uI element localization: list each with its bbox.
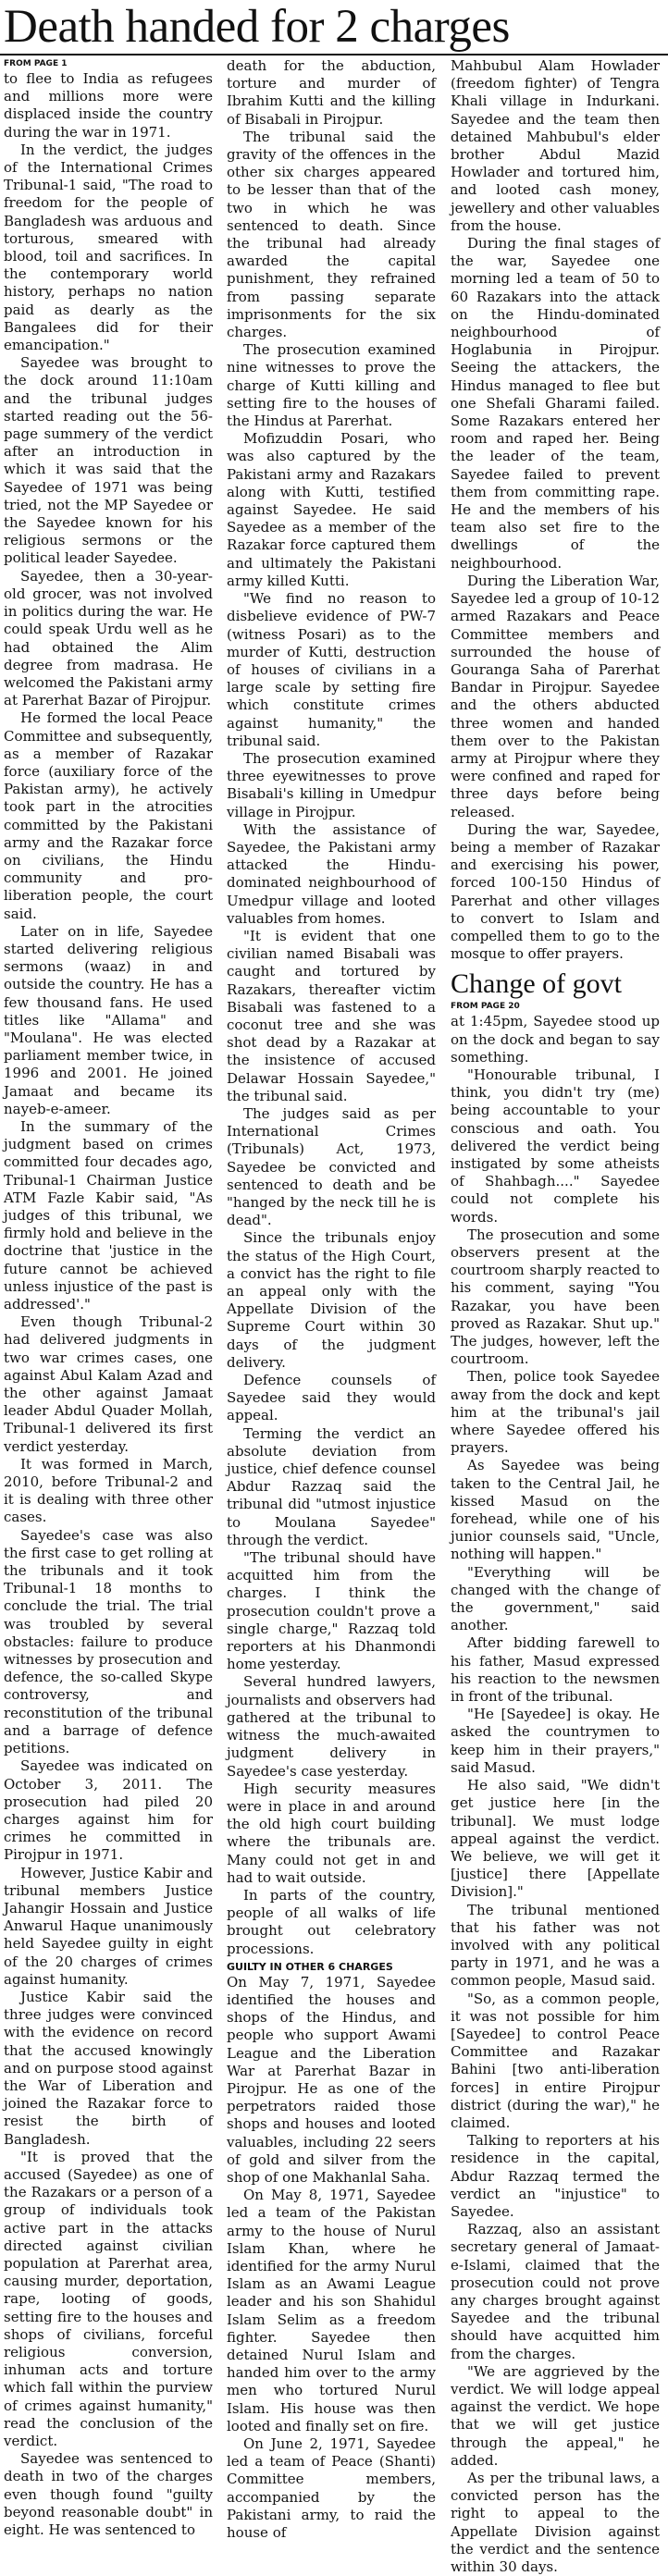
continuation-kicker-2: FROM PAGE 20 bbox=[451, 1002, 520, 1012]
paragraph: Sayedee was indicated on October 3, 2011. The prosecution had piled 20 charges against him for crimes he committed in Pirojpur in 1971. bbox=[4, 1757, 213, 1864]
paragraph: The tribunal said the gravity of the offences in the other six charges appeared to be lesser than that of the two in which he was sentenced to death. Since the tribunal had already awarded the capital punishment, they refrained from passing separate imprisonments for the six charges. bbox=[227, 128, 436, 341]
column-3-body-top bbox=[451, 57, 660, 963]
paragraph: In the verdict, the judges of the International Crimes Tribunal-1 said, "The road to freedom for the people of Bangladesh was arduous and torturous, smeared with blood, toil and sacrifices. In the contemporary world history, perhaps no nation paid as dearly as the Bangalees did for their emancipation." bbox=[4, 141, 213, 354]
paragraph: "We find no reason to disbelieve evidence of PW-7 (witness Posari) as to the murder of Kutti, destruction of houses of civilians in a large scale by setting fire which constitute crimes against humanity," the tribunal said. bbox=[227, 590, 436, 749]
paragraph: On May 7, 1971, Sayedee identified the houses and shops of the Hindus, and people who support Awami League and the Liberation War at Parerhat Bazar in Pirojpur. He as one of the perpetrators raided those shops and houses and looted valuables, including 22 seers of gold and silver from the shop of one Makhanlal Saha. bbox=[227, 1973, 436, 2186]
paragraph: The prosecution examined nine witnesses to prove the charge of Kutti killing and setting fire to the houses of the Hindus at Parerhat. bbox=[227, 341, 436, 430]
paragraph: Then, police took Sayedee away from the dock and kept him at the tribunal's jail where Sayedee offered his prayers. bbox=[451, 1368, 660, 1457]
paragraph: As Sayedee was being taken to the Central Jail, he kissed Masud on the forehead, while one of his junior counsels said, "Uncle, nothing will happen." bbox=[451, 1457, 660, 1563]
paragraph: After bidding farewell to his father, Masud expressed his reaction to the newsmen in front of the tribunal. bbox=[451, 1634, 660, 1706]
change-of-govt-head: Change of govt bbox=[451, 968, 622, 1000]
column-2-body-bottom bbox=[227, 1974, 436, 2543]
paragraph: During the war, Sayedee, being a member of Razakar and exercising his power, forced 100-150 Hindus of Parerhat and other villages to convert to Islam and compelled them to go to the mosque to offer prayers. bbox=[451, 820, 660, 963]
paragraph: Sayedee was brought to the dock around 11:10am and the tribunal judges started reading out the 56-page summery of the verdict after an introduction in which it was said that the Sayedee of 1971 was being tried, not the MP Sayedee or the Sayedee known for his religious sermons or the political leader Sayedee. bbox=[4, 354, 213, 567]
paragraph: On May 8, 1971, Sayedee led a team of the Pakistan army to the house of Nurul Islam Khan, where he identified for the army Nurul Islam as an Awami League leader and his son Shahidul Islam Selim as a freedom fighter. Sayedee then detained Nurul Islam and handed him over to the army men who tortured Nurul Islam. His house was then looted and finally set on fire. bbox=[227, 2187, 436, 2434]
column-1-body bbox=[4, 70, 213, 2539]
paragraph: In the summary of the judgment based on crimes committed four decades ago, Tribunal-1 Chairman Justice ATM Fazle Kabir said, "As judges of this tribunal, we firmly hold and believe in the doctrine that 'justice in the future cannot be achieved unless injustice of the past is addressed'." bbox=[4, 1117, 213, 1313]
paragraph: He also said, "We didn't get justice here [in the tribunal]. We must lodge appeal against the verdict. We believe, we will get it [justice] there [Appellate Division]." bbox=[451, 1777, 660, 1901]
paragraph: During the Liberation War, Sayedee led a group of 10-12 armed Razakars and Peace Committee members and surrounded the house of Gouranga Saha of Parerhat Bandar in Pirojpur. Sayedee and the others abducted three women and handed them over to the Pakistan army at Pirojpur where they were confined and raped for three days before being released. bbox=[451, 572, 660, 820]
paragraph: It was formed in March, 2010, before Tribunal-2 and it is dealing with three other cases. bbox=[4, 1455, 213, 1526]
continuation-kicker: FROM PAGE 1 bbox=[4, 59, 68, 68]
column-2 bbox=[227, 57, 436, 2542]
paragraph: to flee to India as refugees and millions more were displaced inside the country during the war in 1971. bbox=[4, 70, 213, 141]
headline-rule bbox=[0, 54, 668, 55]
column-3-body-bottom bbox=[451, 1013, 660, 2576]
paragraph: "Everything will be changed with the change of the government," said another. bbox=[451, 1563, 660, 1634]
paragraph: "It is proved that the accused (Sayedee) as one of the Razakars or a person of a group of individuals took active part in the attacks directed against civilian population at Parerhat area, causing murder, deportation, rape, looting of goods, setting fire to the houses and shops of civilians, forceful religious conversion, inhuman acts and torture which fall within the purview of crimes against humanity," read the conclusion of the verdict. bbox=[4, 2148, 213, 2450]
paragraph: In parts of the country, people of all walks of life brought out celebratory processions. bbox=[227, 1886, 436, 1957]
paragraph: As per the tribunal laws, a convicted person has the right to appeal to the Appellate Division against the verdict and the sentence within 30 days. bbox=[451, 2470, 660, 2576]
paragraph: "He [Sayedee] is okay. He asked the countrymen to keep him in their prayers," said Masud. bbox=[451, 1706, 660, 1776]
column-1 bbox=[4, 57, 213, 2539]
paragraph: During the final stages of the war, Sayedee one morning led a team of 50 to 60 Razakars into the attack on the Hindu-dominated neighbourhood of Hoglabunia in Pirojpur. Seeing the attackers, the Hindus managed to flee but one Shefali Gharami failed. Some Razakars entered her room and raped her. Being the leader of the team, Sayedee failed to prevent them from committing rape. He and the members of his team also set fire to the dwellings of the neighbourhood. bbox=[451, 235, 660, 572]
paragraph: Terming the verdict an absolute deviation from justice, chief defence counsel Abdur Razzaq said the tribunal did "utmost injustice to Moulana Sayedee" through the verdict. bbox=[227, 1424, 436, 1548]
paragraph: Defence counsels of Sayedee said they would appeal. bbox=[227, 1372, 436, 1424]
paragraph: "Honourable tribunal, I think, you didn't try (me) being accountable to your conscious and oath. You delivered the verdict being instigated by some atheists of Shahbagh...." Sayedee could not complete his words. bbox=[451, 1066, 660, 1226]
paragraph: Mahbubul Alam Howlader (freedom fighter) of Tengra Khali village in Indurkani. Sayedee and the team then detained Mahbubul's elder brother Abdul Mazid Howlader and tortured him, and looted cash money, jewellery and other valuables from the house. bbox=[451, 57, 660, 234]
paragraph: He formed the local Peace Committee and subsequently, as a member of Razakar force (auxiliary force of the Pakistan army), he actively took part in the atrocities committed by the Pakistani army and the Razakar force on civilians, the Hindu community and pro-liberation people, the court said. bbox=[4, 709, 213, 922]
paragraph: death for the abduction, torture and murder of Ibrahim Kutti and the killing of Bisabali in Pirojpur. bbox=[227, 57, 436, 128]
paragraph: Since the tribunals enjoy the status of the High Court, a convict has the right to file an appeal only with the Appellate Division of the Supreme Court within 30 days of the judgment delivery. bbox=[227, 1229, 436, 1371]
paragraph: High security measures were in place in and around the old high court building where the tribunals are. Many could not get in and had to wait outside. bbox=[227, 1780, 436, 1886]
paragraph: "We are aggrieved by the verdict. We will lodge appeal against the verdict. We hope that we will get justice through the appeal," he added. bbox=[451, 2362, 660, 2469]
paragraph: Sayedee was sentenced to death in two of the charges even though found "guilty beyond reasonable doubt" in eight. He was sentenced to bbox=[4, 2450, 213, 2539]
paragraph: The tribunal mentioned that his father was not involved with any political party in 1971, and he was a common people, Masud said. bbox=[451, 1901, 660, 1990]
paragraph: "The tribunal should have acquitted him from the charges. I think the prosecution couldn't prove a single charge," Razzaq told reporters at his Dhanmondi home yesterday. bbox=[227, 1549, 436, 1673]
paragraph: Even though Tribunal-2 had delivered judgments in two war crimes cases, one against Abul Kalam Azad and the other against Jamaat leader Abdul Quader Mollah, Tribunal-1 delivered its first verdict yesterday. bbox=[4, 1313, 213, 1455]
paragraph: Justice Kabir said the three judges were convinced with the evidence on record that the accused knowingly and on purpose stood against the War of Liberation and joined the Razakar force to resist the birth of Bangladesh. bbox=[4, 1988, 213, 2148]
paragraph: The prosecution and some observers present at the courtroom sharply reacted to his comment, saying "You Razakar, you have been proved as Razakar. Shut up." The judges, however, left the courtroom. bbox=[451, 1226, 660, 1368]
paragraph: The prosecution examined three eyewitnesses to prove Bisabali's killing in Umedpur village in Pirojpur. bbox=[227, 749, 436, 820]
column-2-body-top bbox=[227, 57, 436, 1958]
column-3 bbox=[451, 57, 660, 2576]
paragraph: Mofizuddin Posari, who was also captured by the Pakistani army and Razakars along with Kutti, testified against Sayedee. He said Sayedee as a member of the Razakar force captured them and ultimately the Pakistani army killed Kutti. bbox=[227, 430, 436, 589]
paragraph: Talking to reporters at his residence in the capital, Abdur Razzaq termed the verdict an "injustice" to Sayedee. bbox=[451, 2132, 660, 2220]
paragraph: With the assistance of Sayedee, the Pakistani army attacked the Hindu-dominated neighbourhood of Umedpur village and looted valuables from homes. bbox=[227, 820, 436, 927]
paragraph: "So, as a common people, it was not possible for him [Sayedee] to control Peace Committee and Razakar Bahini [two anti-liberation forces] in entire Pirojpur district (during the war)," he claimed. bbox=[451, 1990, 660, 2131]
paragraph: Sayedee, then a 30-year-old grocer, was not involved in politics during the war. He could speak Urdu well as he had obtained the Alim degree from madrasa. He welcomed the Pakistani army at Parerhat Bazar of Pirojpur. bbox=[4, 567, 213, 709]
paragraph: Razzaq, also an assistant secretary general of Jamaat-e-Islami, claimed that the prosecution could not prove any charges brought against Sayedee and the tribunal should have acquitted him from the charges. bbox=[451, 2221, 660, 2362]
paragraph: Several hundred lawyers, journalists and observers had gathered at the tribunal to witness the much-awaited judgment delivery in Sayedee's case yesterday. bbox=[227, 1673, 436, 1780]
headline: Death handed for 2 charges bbox=[4, 1, 510, 53]
paragraph: Sayedee's case was also the first case to get rolling at the tribunals and it took Tribunal-1 18 months to conclude the trial. The trial was troubled by several obstacles: failure to produce witnesses by prosecution and defence, the so-called Skype controversy, and reconstitution of the tribunal and a barrage of defence petitions. bbox=[4, 1526, 213, 1757]
paragraph: On June 2, 1971, Sayedee led a team of Peace (Shanti) Committee members, accompanied by the Pakistani army, to raid the house of bbox=[227, 2435, 436, 2542]
paragraph: The judges said as per International Crimes (Tribunals) Act, 1973, Sayedee be convicted and sentenced to death and be "hanged by the neck till he is dead". bbox=[227, 1104, 436, 1229]
paragraph: at 1:45pm, Sayedee stood up on the dock and began to say something. bbox=[451, 1013, 660, 1066]
paragraph: "It is evident that one civilian named Bisabali was caught and tortured by Razakars, thereafter victim Bisabali was fastened to a coconut tree and she was shot dead by a Razakar at the insistence of accused Delawar Hossain Sayedee," the tribunal said. bbox=[227, 927, 436, 1104]
guilty-other-charges-head: GUILTY IN OTHER 6 CHARGES bbox=[227, 1960, 393, 1973]
paragraph: However, Justice Kabir and tribunal members Justice Jahangir Hossain and Justice Anwarul Haque unanimously held Sayedee guilty in eight of the 20 charges of crimes against humanity. bbox=[4, 1864, 213, 1988]
paragraph: Later on in life, Sayedee started delivering religious sermons (waaz) in and outside the country. He has a few thousand fans. He used titles like "Allama" and "Moulana". He was elected parliament member twice, in 1996 and 2001. He joined Jamaat and became its nayeb-e-ameer. bbox=[4, 922, 213, 1117]
